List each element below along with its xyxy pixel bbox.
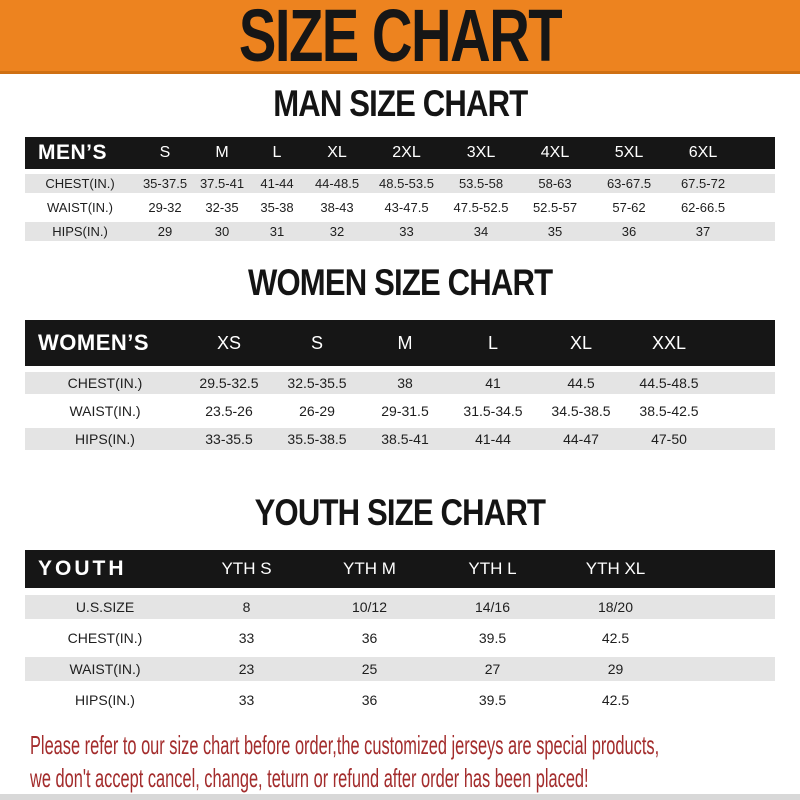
value-cell: 29-32 xyxy=(135,198,195,217)
women-size-chart-heading-text: WOMEN SIZE CHART xyxy=(247,262,553,303)
value-cell: 33-35.5 xyxy=(185,428,273,450)
column-header-cell: YTH M xyxy=(308,550,431,588)
value-cell: 10/12 xyxy=(308,595,431,619)
bottom-divider xyxy=(0,794,800,800)
value-cell: 35 xyxy=(518,222,592,241)
column-header-cell: XL xyxy=(305,137,369,169)
value-cell: 36 xyxy=(592,222,666,241)
spacer-cell xyxy=(740,137,775,169)
value-cell: 34 xyxy=(444,222,518,241)
value-cell: 29 xyxy=(554,657,677,681)
value-cell: 35.5-38.5 xyxy=(273,428,361,450)
value-cell: 29-31.5 xyxy=(361,400,449,422)
value-cell: 37.5-41 xyxy=(195,174,249,193)
column-header-cell: L xyxy=(449,320,537,366)
row-label-cell: WAIST(IN.) xyxy=(25,198,135,217)
man-size-chart-heading xyxy=(0,84,800,124)
value-cell: 44-48.5 xyxy=(305,174,369,193)
mens-header-row xyxy=(25,137,775,169)
row-label-cell: HIPS(IN.) xyxy=(25,222,135,241)
youth-header-row xyxy=(25,550,775,588)
spacer-cell xyxy=(677,688,775,712)
youth-size-table xyxy=(25,543,775,719)
value-cell: 32 xyxy=(305,222,369,241)
value-cell: 25 xyxy=(308,657,431,681)
value-cell: 27 xyxy=(431,657,554,681)
table-row xyxy=(25,400,775,422)
row-label-cell: WAIST(IN.) xyxy=(25,400,185,422)
table-row xyxy=(25,198,775,217)
column-header-cell: 3XL xyxy=(444,137,518,169)
column-header-cell: XXL xyxy=(625,320,713,366)
value-cell: 36 xyxy=(308,688,431,712)
value-cell: 8 xyxy=(185,595,308,619)
value-cell: 67.5-72 xyxy=(666,174,740,193)
women-size-chart-heading xyxy=(0,263,800,303)
mens-size-table xyxy=(25,132,775,246)
value-cell: 37 xyxy=(666,222,740,241)
table-label-cell: WOMEN’S xyxy=(25,320,185,366)
youth-size-chart-heading-text: YOUTH SIZE CHART xyxy=(254,492,546,533)
table-row xyxy=(25,626,775,650)
column-header-cell: S xyxy=(273,320,361,366)
column-header-cell: XL xyxy=(537,320,625,366)
value-cell: 41-44 xyxy=(449,428,537,450)
value-cell: 35-38 xyxy=(249,198,305,217)
youth-size-chart-heading xyxy=(0,493,800,533)
spacer-cell xyxy=(740,174,775,193)
value-cell: 53.5-58 xyxy=(444,174,518,193)
value-cell: 47.5-52.5 xyxy=(444,198,518,217)
value-cell: 44-47 xyxy=(537,428,625,450)
spacer-cell xyxy=(677,626,775,650)
table-row xyxy=(25,657,775,681)
value-cell: 31 xyxy=(249,222,305,241)
column-header-cell: YTH L xyxy=(431,550,554,588)
value-cell: 39.5 xyxy=(431,626,554,650)
spacer-cell xyxy=(713,372,775,394)
spacer-cell xyxy=(713,428,775,450)
table-row xyxy=(25,595,775,619)
value-cell: 29.5-32.5 xyxy=(185,372,273,394)
column-header-cell: YTH XL xyxy=(554,550,677,588)
column-header-cell: 6XL xyxy=(666,137,740,169)
spacer-cell xyxy=(713,320,775,366)
value-cell: 36 xyxy=(308,626,431,650)
value-cell: 44.5-48.5 xyxy=(625,372,713,394)
row-label-cell: HIPS(IN.) xyxy=(25,688,185,712)
value-cell: 32-35 xyxy=(195,198,249,217)
value-cell: 41-44 xyxy=(249,174,305,193)
value-cell: 39.5 xyxy=(431,688,554,712)
value-cell: 57-62 xyxy=(592,198,666,217)
womens-header-row xyxy=(25,320,775,366)
row-label-cell: CHEST(IN.) xyxy=(25,174,135,193)
value-cell: 32.5-35.5 xyxy=(273,372,361,394)
value-cell: 58-63 xyxy=(518,174,592,193)
value-cell: 35-37.5 xyxy=(135,174,195,193)
column-header-cell: 4XL xyxy=(518,137,592,169)
order-policy-note-line2: we don't accept cancel, change, teturn or refund after order has been placed! xyxy=(30,763,589,793)
row-label-cell: HIPS(IN.) xyxy=(25,428,185,450)
column-header-cell: YTH S xyxy=(185,550,308,588)
value-cell: 44.5 xyxy=(537,372,625,394)
value-cell: 42.5 xyxy=(554,626,677,650)
row-label-cell: WAIST(IN.) xyxy=(25,657,185,681)
spacer-cell xyxy=(677,595,775,619)
value-cell: 33 xyxy=(185,688,308,712)
order-policy-note xyxy=(30,729,799,795)
column-header-cell: 5XL xyxy=(592,137,666,169)
column-header-cell: L xyxy=(249,137,305,169)
table-row xyxy=(25,222,775,241)
value-cell: 38.5-42.5 xyxy=(625,400,713,422)
value-cell: 23.5-26 xyxy=(185,400,273,422)
row-label-cell: CHEST(IN.) xyxy=(25,372,185,394)
spacer-cell xyxy=(677,550,775,588)
value-cell: 62-66.5 xyxy=(666,198,740,217)
table-row xyxy=(25,372,775,394)
value-cell: 38 xyxy=(361,372,449,394)
value-cell: 42.5 xyxy=(554,688,677,712)
size-chart-banner xyxy=(0,0,800,77)
column-header-cell: 2XL xyxy=(369,137,444,169)
order-policy-note-line1: Please refer to our size chart before order,the customized jerseys are special products, xyxy=(30,730,660,760)
value-cell: 38-43 xyxy=(305,198,369,217)
value-cell: 43-47.5 xyxy=(369,198,444,217)
value-cell: 30 xyxy=(195,222,249,241)
spacer-cell xyxy=(740,198,775,217)
value-cell: 29 xyxy=(135,222,195,241)
value-cell: 48.5-53.5 xyxy=(369,174,444,193)
page-title: SIZE CHART xyxy=(238,0,562,77)
value-cell: 52.5-57 xyxy=(518,198,592,217)
table-row xyxy=(25,174,775,193)
value-cell: 23 xyxy=(185,657,308,681)
value-cell: 18/20 xyxy=(554,595,677,619)
value-cell: 47-50 xyxy=(625,428,713,450)
value-cell: 26-29 xyxy=(273,400,361,422)
table-label-cell: MEN’S xyxy=(25,137,135,169)
value-cell: 14/16 xyxy=(431,595,554,619)
column-header-cell: S xyxy=(135,137,195,169)
spacer-cell xyxy=(740,222,775,241)
table-row xyxy=(25,428,775,450)
value-cell: 63-67.5 xyxy=(592,174,666,193)
table-row xyxy=(25,688,775,712)
row-label-cell: U.S.SIZE xyxy=(25,595,185,619)
column-header-cell: XS xyxy=(185,320,273,366)
row-label-cell: CHEST(IN.) xyxy=(25,626,185,650)
value-cell: 41 xyxy=(449,372,537,394)
value-cell: 38.5-41 xyxy=(361,428,449,450)
column-header-cell: M xyxy=(195,137,249,169)
womens-size-table xyxy=(25,314,775,456)
spacer-cell xyxy=(677,657,775,681)
column-header-cell: M xyxy=(361,320,449,366)
value-cell: 33 xyxy=(369,222,444,241)
spacer-cell xyxy=(713,400,775,422)
value-cell: 31.5-34.5 xyxy=(449,400,537,422)
table-label-cell: YOUTH xyxy=(25,550,185,588)
man-size-chart-heading-text: MAN SIZE CHART xyxy=(272,83,528,124)
value-cell: 33 xyxy=(185,626,308,650)
value-cell: 34.5-38.5 xyxy=(537,400,625,422)
